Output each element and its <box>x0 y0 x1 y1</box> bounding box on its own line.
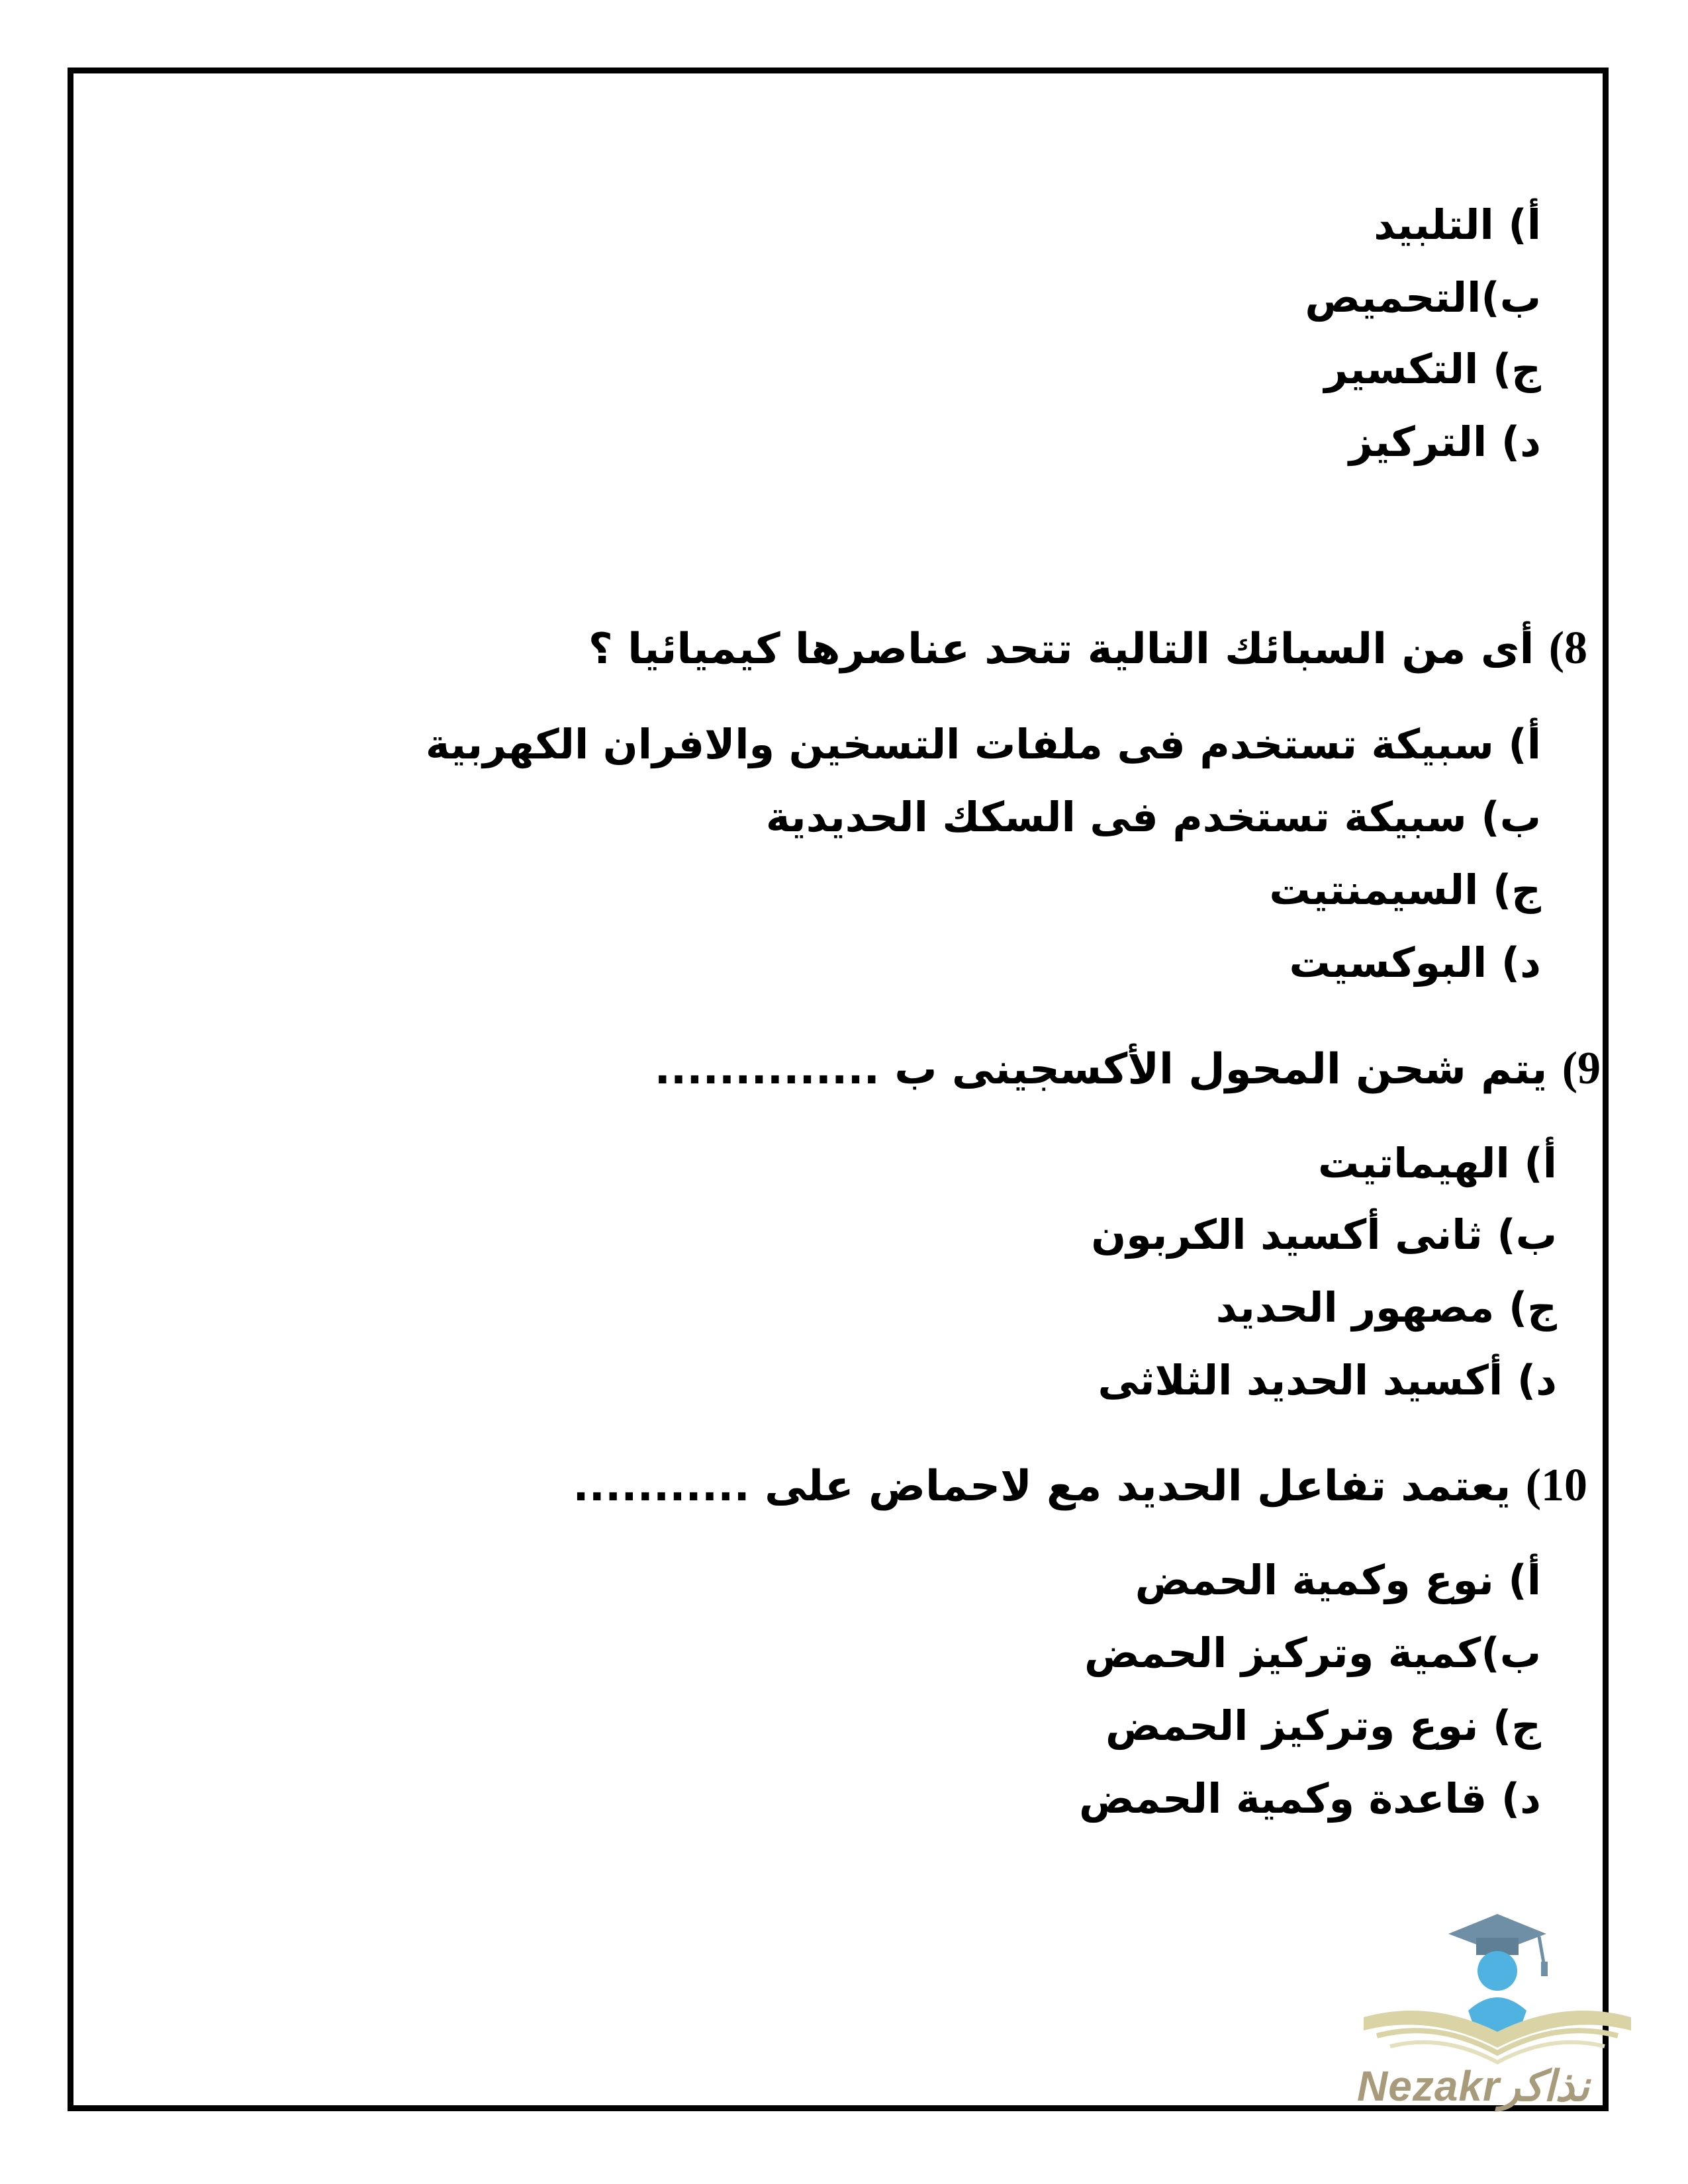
option-letter: د) <box>1501 1774 1541 1823</box>
question-number: 9) <box>1562 1043 1601 1094</box>
q7-option-d <box>1349 416 1541 469</box>
question-text: يتم شحن المحول الأكسجينى ب .............. <box>654 1045 1548 1094</box>
option-text: سبيكة تستخدم فى السكك الحديدية <box>765 793 1467 841</box>
option-text: سبيكة تستخدم فى ملفات التسخين والافران الكهربية <box>425 720 1494 768</box>
option-letter: د) <box>1501 938 1541 987</box>
option-letter: ب) <box>1481 273 1541 322</box>
q8-option-a <box>426 718 1541 771</box>
q10-option-a <box>1135 1554 1541 1607</box>
option-text: أكسيد الحديد الثلاثى <box>1098 1356 1503 1404</box>
option-text: التحميص <box>1305 273 1481 322</box>
option-letter: د) <box>1517 1356 1557 1404</box>
q9-option-a <box>1318 1137 1557 1190</box>
option-text: التلبيد <box>1374 201 1494 249</box>
option-letter: أ) <box>1508 1556 1541 1604</box>
q8-stem <box>588 622 1587 676</box>
option-letter: أ) <box>1524 1139 1557 1187</box>
q8-option-d <box>1289 936 1541 989</box>
q9-option-b <box>1091 1208 1557 1261</box>
option-letter: أ) <box>1508 201 1541 249</box>
option-letter: ج) <box>1492 345 1541 393</box>
q9-option-d <box>1098 1354 1558 1407</box>
option-letter: أ) <box>1508 720 1541 768</box>
nezakr-logo-text: Nezakrنذاكر <box>1357 2062 1589 2110</box>
question-text: يعتمد تفاعل الحديد مع لاحماض على ........... <box>573 1462 1511 1511</box>
question-text: أى من السبائك التالية تتحد عناصرها كيميائيا ؟ <box>588 625 1534 674</box>
option-letter: ب) <box>1497 1210 1557 1259</box>
q10-stem <box>573 1459 1587 1513</box>
option-letter: ج) <box>1508 1283 1557 1332</box>
option-text: نوع وكمية الحمض <box>1135 1556 1494 1604</box>
q9-option-c <box>1216 1281 1557 1334</box>
q7-option-a <box>1374 199 1541 251</box>
option-text: التكسير <box>1324 345 1479 393</box>
q7-option-c <box>1325 343 1542 396</box>
option-letter: د) <box>1501 418 1541 466</box>
option-text: ثانى أكسيد الكربون <box>1091 1210 1483 1259</box>
option-letter: ج) <box>1492 1702 1541 1750</box>
q7-option-b <box>1305 271 1541 324</box>
q10-option-d <box>1079 1772 1541 1825</box>
option-text: مصهور الحديد <box>1215 1283 1495 1332</box>
option-text: البوكسيت <box>1289 938 1487 987</box>
q10-option-b <box>1084 1627 1541 1680</box>
option-text: كمية وتركيز الحمض <box>1084 1629 1481 1677</box>
option-text: التركيز <box>1348 418 1487 466</box>
q9-stem <box>655 1042 1601 1096</box>
option-letter: ب) <box>1481 793 1541 841</box>
option-text: الهيماتيت <box>1317 1139 1510 1187</box>
q8-option-c <box>1269 864 1541 917</box>
option-text: نوع وتركيز الحمض <box>1105 1702 1479 1750</box>
option-letter: ب) <box>1481 1629 1541 1677</box>
question-number: 10) <box>1525 1460 1587 1511</box>
option-letter: ج) <box>1492 866 1541 914</box>
q8-option-b <box>766 791 1541 844</box>
question-number: 8) <box>1548 623 1587 674</box>
option-text: قاعدة وكمية الحمض <box>1079 1774 1487 1823</box>
q10-option-c <box>1105 1700 1541 1752</box>
option-text: السيمنتيت <box>1269 866 1479 914</box>
